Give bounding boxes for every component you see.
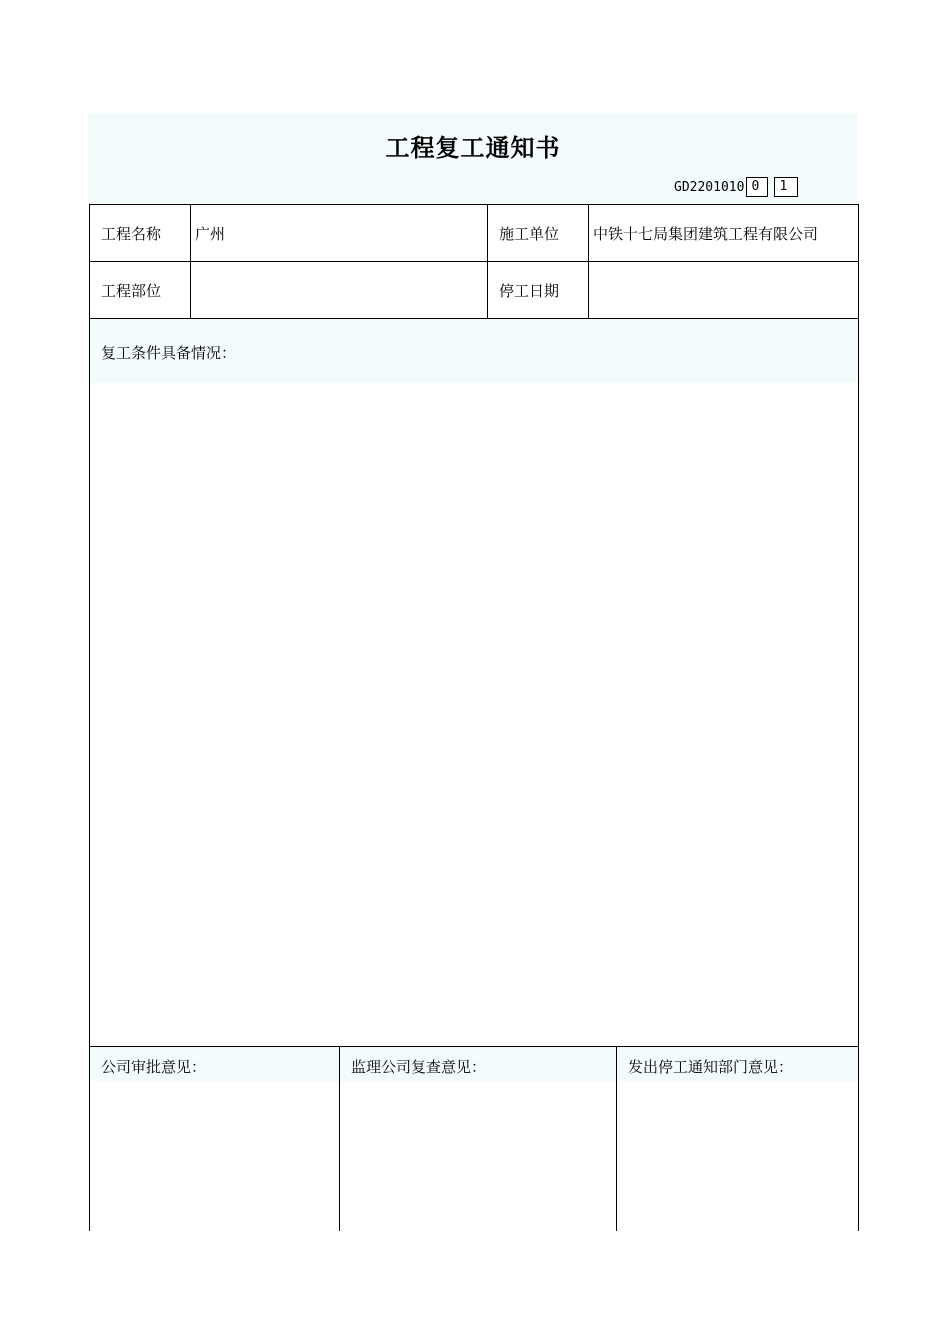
contractor-field[interactable]: 中铁十七局集团建筑工程有限公司 (593, 224, 819, 243)
project-info-row (90, 205, 858, 262)
opinions-section (90, 1047, 858, 1231)
form-title: 工程复工通知书 (385, 134, 561, 162)
issuer-opinion-label: 发出停工通知部门意见： (617, 1047, 858, 1081)
project-name-label: 工程名称 (90, 205, 191, 261)
issuer-opinion-field[interactable] (617, 1047, 858, 1231)
contractor-label: 施工单位 (488, 205, 589, 261)
project-location-row (90, 262, 858, 319)
project-part-field[interactable] (191, 262, 488, 318)
company-approval-label: 公司审批意见： (90, 1047, 339, 1081)
stop-date-field[interactable] (589, 262, 858, 318)
form-code-box-2[interactable]: 1 (774, 177, 798, 197)
supervisor-review-field[interactable] (340, 1047, 617, 1231)
title-band (88, 113, 858, 204)
stop-date-label: 停工日期 (488, 262, 589, 318)
resume-work-notice-form (88, 113, 858, 1230)
form-code (674, 177, 798, 197)
form-grid (89, 204, 859, 1231)
resume-conditions-label: 复工条件具备情况： (90, 319, 858, 383)
project-name-field[interactable]: 广州 (191, 205, 488, 261)
project-part-label: 工程部位 (90, 262, 191, 318)
form-code-box-1[interactable]: 0 (746, 177, 768, 197)
company-approval-field[interactable] (90, 1047, 340, 1231)
form-code-prefix: GD2201010 (674, 179, 745, 195)
supervisor-review-label: 监理公司复查意见： (340, 1047, 616, 1081)
resume-conditions-section[interactable] (90, 319, 858, 1047)
